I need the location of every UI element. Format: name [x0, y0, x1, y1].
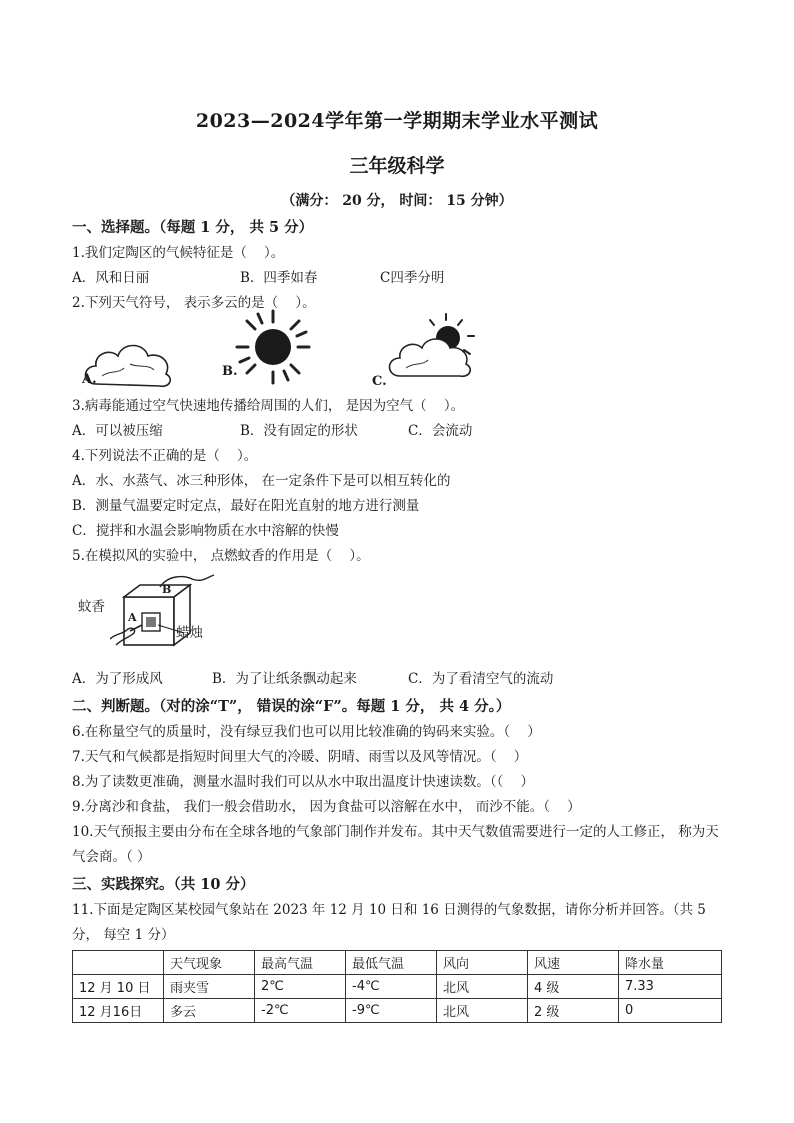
table-header-cell: 天气现象 [164, 951, 255, 975]
section-judge-title: 二、判断题。（对的涂“T”， 错误的涂“F”。每题 1 分， 共 4 分。） [72, 698, 511, 715]
table-cell: 多云 [164, 999, 255, 1023]
section-practice-title: 三、实践探究。（共 10 分） [72, 876, 255, 893]
table-cell: -9℃ [346, 999, 437, 1023]
table-cell: 12 月 10 日 [73, 975, 164, 999]
option-a: A．可以被压缩 [72, 423, 163, 439]
table-cell: 12 月16日 [73, 999, 164, 1023]
question-9: 9.分离沙和食盐， 我们一般会借助水， 因为食盐可以溶解在水中， 而沙不能。（ ） [72, 799, 581, 815]
option-a: A．为了形成风 [72, 671, 163, 687]
question-8: 8.为了读数更准确，测量水温时我们可以从水中取出温度计快速读数。（（ ） [72, 774, 535, 790]
question-3-options [72, 419, 722, 444]
page-title: 2023—2024学年第一学期期末学业水平测试 [195, 110, 599, 132]
question-5-figure [72, 569, 722, 667]
option-b: B．为了让纸条飘动起来 [212, 671, 357, 687]
table-header-row [73, 951, 722, 975]
option-a: A．水、水蒸气、冰三种形体， 在一定条件下是可以相互转化的 [72, 473, 451, 489]
question-3: 3.病毒能通过空气快速地传播给周围的人们， 是因为空气（ ）。 [72, 398, 465, 414]
figure-label-a: A [128, 611, 137, 624]
question-2-figures [72, 316, 722, 394]
option-c: C四季分明 [380, 270, 445, 286]
option-b-label: B. [222, 364, 238, 379]
table-cell: 北风 [437, 999, 528, 1023]
question-10: 10.天气预报主要由分布在全球各地的气象部门制作并发布。其中天气数值需要进行一定的人工修正， 称为天气会商。（ ） [72, 824, 719, 865]
section-choice-title: 一、选择题。（每题 1 分， 共 5 分） [72, 219, 314, 236]
table-header-cell: 风速 [528, 951, 619, 975]
page-subtitle: 三年级科学 [349, 155, 445, 177]
question-1-options [72, 266, 722, 291]
table-header-cell: 风向 [437, 951, 528, 975]
figure-label-mosquito: 蚊香 [78, 599, 105, 615]
sun-icon [234, 308, 312, 386]
table-cell: 0 [619, 999, 722, 1023]
table-cell: 4 级 [528, 975, 619, 999]
option-a: A．风和日丽 [72, 270, 150, 286]
weather-data-table [72, 950, 722, 1023]
table-row [73, 975, 722, 999]
table-header-cell: 最低气温 [346, 951, 437, 975]
option-c: C．会流动 [408, 423, 473, 439]
figure-label-b: B [162, 583, 172, 596]
option-a-label: A. [82, 372, 97, 387]
table-cell: 2℃ [255, 975, 346, 999]
question-1: 1.我们定陶区的气候特征是（ ）。 [72, 245, 285, 261]
table-header-cell: 降水量 [619, 951, 722, 975]
exam-page [72, 100, 722, 1023]
question-5: 5.在模拟风的实验中， 点燃蚊香的作用是（ ）。 [72, 548, 370, 564]
table-header-cell: 最高气温 [255, 951, 346, 975]
table-cell: 雨夹雪 [164, 975, 255, 999]
question-5-options [72, 667, 722, 692]
option-b: B．测量气温要定时定点，最好在阳光直射的地方进行测量 [72, 498, 420, 514]
table-header-cell [73, 951, 164, 975]
option-c: C．搅拌和水温会影响物质在水中溶解的快慢 [72, 523, 339, 539]
option-b: B．没有固定的形状 [240, 423, 358, 439]
question-2: 2.下列天气符号， 表示多云的是（ ）。 [72, 295, 316, 311]
exam-meta: （满分： 20 分， 时间： 15 分钟） [281, 193, 513, 209]
table-row [73, 999, 722, 1023]
table-cell: -4℃ [346, 975, 437, 999]
option-b: B．四季如春 [240, 270, 318, 286]
question-7: 7.天气和气候都是指短时间里大气的冷暖、阴晴、雨雪以及风等情况。（ ） [72, 749, 528, 765]
figure-label-candle: 蜡烛 [176, 625, 203, 641]
table-cell: 7.33 [619, 975, 722, 999]
table-cell: 2 级 [528, 999, 619, 1023]
table-cell: -2℃ [255, 999, 346, 1023]
option-c: C．为了看清空气的流动 [408, 671, 554, 687]
question-4: 4.下列说法不正确的是（ ）。 [72, 448, 258, 464]
table-cell: 北风 [437, 975, 528, 999]
cloud-sun-icon [384, 310, 478, 386]
question-6: 6.在称量空气的质量时，没有绿豆我们也可以用比较准确的钩码来实验。（ ） [72, 724, 541, 740]
option-c-label: C. [372, 374, 387, 389]
question-11: 11.下面是定陶区某校园气象站在 2023 年 12 月 10 日和 16 日测得的气象数据，请你分析并回答。（共 5 分， 每空 1 分） [72, 902, 706, 943]
